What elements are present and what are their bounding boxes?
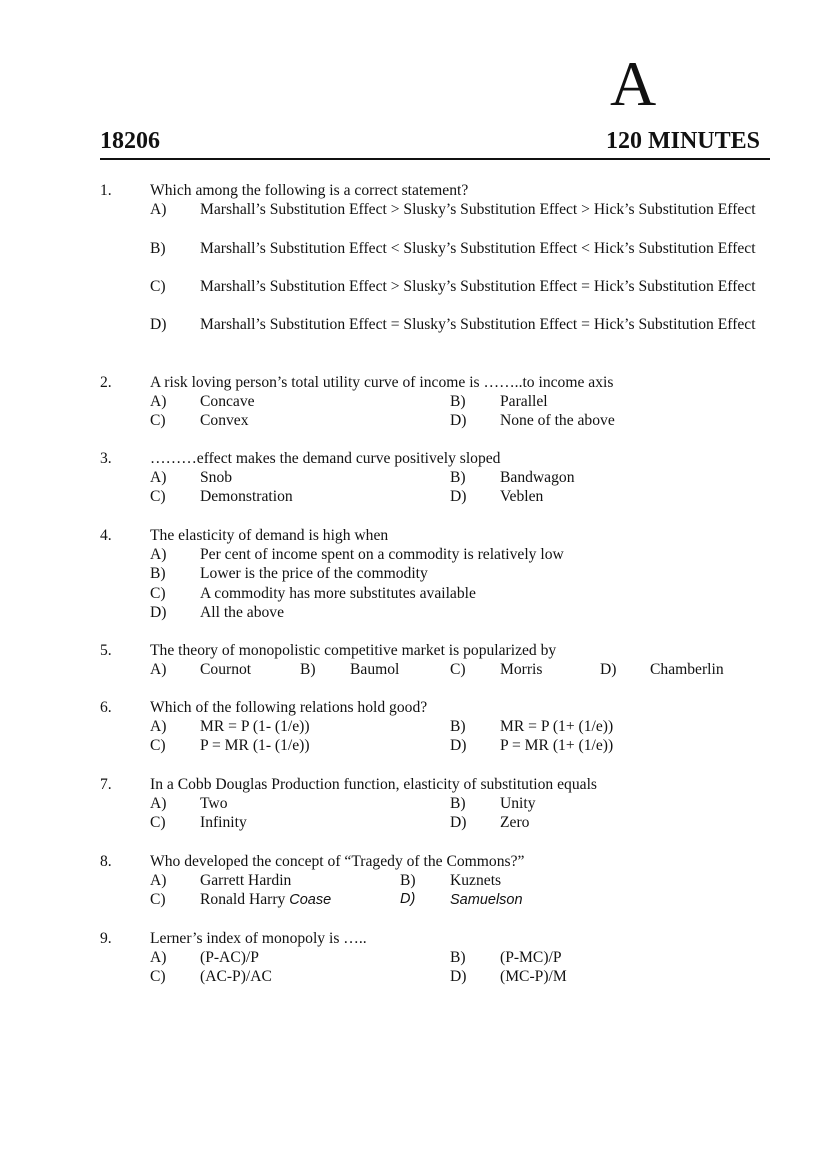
option-text-main: Concave	[200, 393, 255, 411]
option-label: A)	[150, 795, 167, 813]
option-label: D)	[150, 316, 167, 334]
option-label: B)	[150, 565, 166, 583]
option-text	[200, 584, 476, 603]
option-text-italic: Coase	[289, 892, 332, 909]
option-label: D)	[450, 412, 467, 430]
option-text	[200, 411, 249, 430]
question-line	[0, 929, 826, 948]
question-text: A risk loving person’s total utility curve of income is ……..to income axis	[150, 374, 614, 391]
option-label: A)	[150, 872, 167, 890]
option-row	[0, 487, 826, 506]
question-5	[0, 641, 826, 679]
option-text-main: Cournot	[200, 661, 252, 679]
option-text	[200, 468, 232, 487]
question-text: ………effect makes the demand curve positively sloped	[150, 450, 501, 467]
option-label: C)	[150, 814, 166, 832]
option-label: A)	[150, 718, 167, 736]
question-number: 2.	[100, 374, 112, 391]
option-text-main: P = MR (1+ (1/e))	[500, 737, 614, 755]
option-label: A)	[150, 201, 167, 219]
question-1	[0, 181, 826, 354]
option-label: D)	[600, 661, 617, 679]
option-text	[200, 717, 310, 736]
option-label: C)	[450, 661, 466, 679]
question-line	[0, 526, 826, 545]
option	[0, 564, 826, 583]
option-text-main: Morris	[500, 661, 543, 679]
option-label: B)	[150, 239, 166, 257]
question-line	[0, 852, 826, 871]
option-label: A)	[150, 393, 167, 411]
option-row	[0, 871, 826, 890]
option-text	[200, 239, 768, 258]
option-text-main: Ronald Harry	[200, 891, 290, 909]
option-text-main: Per cent of income spent on a commodity is relatively low	[200, 546, 564, 564]
question-4	[0, 526, 826, 622]
option-text-main: (MC-P)/M	[500, 968, 567, 986]
question-number: 7.	[100, 776, 112, 793]
question-line	[0, 641, 826, 660]
option-text-main: Demonstration	[200, 488, 293, 506]
option-row	[0, 392, 826, 411]
question-line	[0, 775, 826, 794]
option-text-main: P = MR (1- (1/e))	[200, 737, 310, 755]
option-label: B)	[400, 872, 416, 890]
question-number: 4.	[100, 527, 112, 544]
option	[0, 239, 826, 277]
option-text-main: Marshall’s Substitution Effect > Slusky’s Substitution Effect > Hick’s Substitution Effect	[200, 201, 756, 219]
question-2	[0, 373, 826, 431]
option-text-main: Chamberlin	[650, 661, 724, 679]
option-label: C)	[150, 891, 166, 909]
option	[0, 200, 826, 238]
option-text	[500, 487, 543, 506]
option-row	[0, 736, 826, 755]
option-text-main: Veblen	[500, 488, 544, 506]
option-text	[200, 967, 272, 986]
option-text	[500, 948, 562, 967]
question-6	[0, 698, 826, 756]
question-line	[0, 449, 826, 468]
option-text	[200, 487, 293, 506]
question-line	[0, 373, 826, 392]
option	[0, 545, 826, 564]
option-text-italic: Samuelson	[450, 892, 523, 909]
question-line	[0, 698, 826, 717]
option-text-main: Marshall’s Substitution Effect < Slusky’s Substitution Effect < Hick’s Substitution Effect	[200, 239, 756, 257]
option-text	[200, 948, 259, 967]
option-text-main: None of the above	[500, 412, 615, 430]
option-text	[500, 660, 542, 679]
option-text-main: Parallel	[500, 393, 548, 411]
option-text-main: Lower is the price of the commodity	[200, 565, 428, 583]
question-text: Lerner’s index of monopoly is …..	[150, 930, 367, 947]
option-text-main: Kuznets	[450, 872, 502, 890]
set-letter: A	[610, 48, 657, 119]
question-text: Which among the following is a correct statement?	[150, 182, 469, 199]
option-row	[0, 468, 826, 487]
option-text-main: (P-AC)/P	[200, 949, 259, 967]
question-8	[0, 852, 826, 910]
option-label: A)	[150, 661, 167, 679]
option-label: C)	[150, 277, 166, 295]
option-row	[0, 948, 826, 967]
option-label: B)	[450, 718, 466, 736]
option-text-main: Marshall’s Substitution Effect = Slusky’s Substitution Effect = Hick’s Substitution Effect	[200, 316, 756, 334]
option-row	[0, 660, 826, 679]
option-label: B)	[450, 469, 466, 487]
option-text	[200, 736, 310, 755]
option-text	[650, 660, 724, 679]
question-9	[0, 929, 826, 987]
option-row	[0, 794, 826, 813]
option-text-main: Baumol	[350, 661, 400, 679]
option-text-main: Unity	[500, 795, 536, 813]
paper-code: 18206	[100, 128, 160, 154]
option-row	[0, 717, 826, 736]
option-text-main: Infinity	[200, 814, 247, 832]
question-number: 5.	[100, 642, 112, 659]
option-text	[500, 794, 536, 813]
option-text-main: (P-MC)/P	[500, 949, 562, 967]
option-label: C)	[150, 968, 166, 986]
option-text	[500, 392, 548, 411]
option-label: D)	[450, 737, 467, 755]
option-text-main: Zero	[500, 814, 530, 832]
option-text	[500, 717, 613, 736]
question-text: Who developed the concept of “Tragedy of the Commons?”	[150, 853, 525, 870]
option-text	[450, 871, 501, 890]
option-text	[500, 813, 529, 832]
option-text	[200, 890, 331, 910]
option-text	[200, 564, 428, 583]
question-text: The theory of monopolistic competitive market is popularized by	[150, 642, 557, 659]
option-text	[200, 813, 247, 832]
option-text	[500, 468, 575, 487]
option-label: A)	[150, 469, 167, 487]
option-label: C)	[150, 584, 166, 602]
option-row	[0, 967, 826, 986]
option-text	[200, 392, 255, 411]
option-label: D)	[450, 968, 467, 986]
question-3	[0, 449, 826, 507]
option-text	[450, 890, 523, 910]
option-text	[200, 603, 284, 622]
option-text-main: Garrett Hardin	[200, 872, 292, 890]
option-text-main: Bandwagon	[500, 469, 575, 487]
option-text-main: All the above	[200, 603, 285, 621]
option-label: A)	[150, 546, 167, 564]
option-label: D)	[450, 814, 467, 832]
option-text	[500, 411, 615, 430]
question-7	[0, 775, 826, 833]
question-text: Which of the following relations hold good?	[150, 699, 428, 716]
option-text	[200, 200, 768, 219]
option-text-main: MR = P (1- (1/e))	[200, 718, 310, 736]
option-text	[200, 315, 768, 334]
option-text-main: Marshall’s Substitution Effect > Slusky’s Substitution Effect = Hick’s Substitution Effect	[200, 277, 756, 295]
question-text: In a Cobb Douglas Production function, elasticity of substitution equals	[150, 776, 597, 793]
option-label: B)	[450, 393, 466, 411]
option-text-main: A commodity has more substitutes available	[200, 584, 476, 602]
question-number: 9.	[100, 930, 112, 947]
option-text-main: Convex	[200, 412, 249, 430]
option-label: D)	[450, 488, 467, 506]
question-number: 3.	[100, 450, 112, 467]
option-label: C)	[150, 737, 166, 755]
option-text	[200, 545, 564, 564]
option-text-main: (AC-P)/AC	[200, 968, 272, 986]
option-label: B)	[300, 661, 316, 679]
option-label: C)	[150, 488, 166, 506]
question-line	[0, 181, 826, 200]
option-row	[0, 890, 826, 909]
option-text	[500, 736, 613, 755]
question-number: 8.	[100, 853, 112, 870]
option-text	[200, 794, 228, 813]
option-label: D)	[400, 891, 416, 908]
option-label: B)	[450, 795, 466, 813]
duration: 120 MINUTES	[605, 128, 760, 154]
option-label: B)	[450, 949, 466, 967]
option	[0, 603, 826, 622]
option-row	[0, 813, 826, 832]
option	[0, 315, 826, 353]
option-text	[200, 660, 251, 679]
option-text	[500, 967, 567, 986]
question-number: 1.	[100, 182, 112, 199]
option	[0, 584, 826, 603]
option-text	[200, 871, 291, 890]
option-label: D)	[150, 603, 167, 621]
option-text	[200, 277, 768, 296]
header-rule	[100, 158, 770, 160]
question-number: 6.	[100, 699, 112, 716]
option-label: A)	[150, 949, 167, 967]
option-text-main: MR = P (1+ (1/e))	[500, 718, 614, 736]
option-text	[350, 660, 399, 679]
option	[0, 277, 826, 315]
option-row	[0, 411, 826, 430]
option-label: C)	[150, 412, 166, 430]
option-text-main: Snob	[200, 469, 233, 487]
option-text-main: Two	[200, 795, 228, 813]
question-text: The elasticity of demand is high when	[150, 527, 389, 544]
